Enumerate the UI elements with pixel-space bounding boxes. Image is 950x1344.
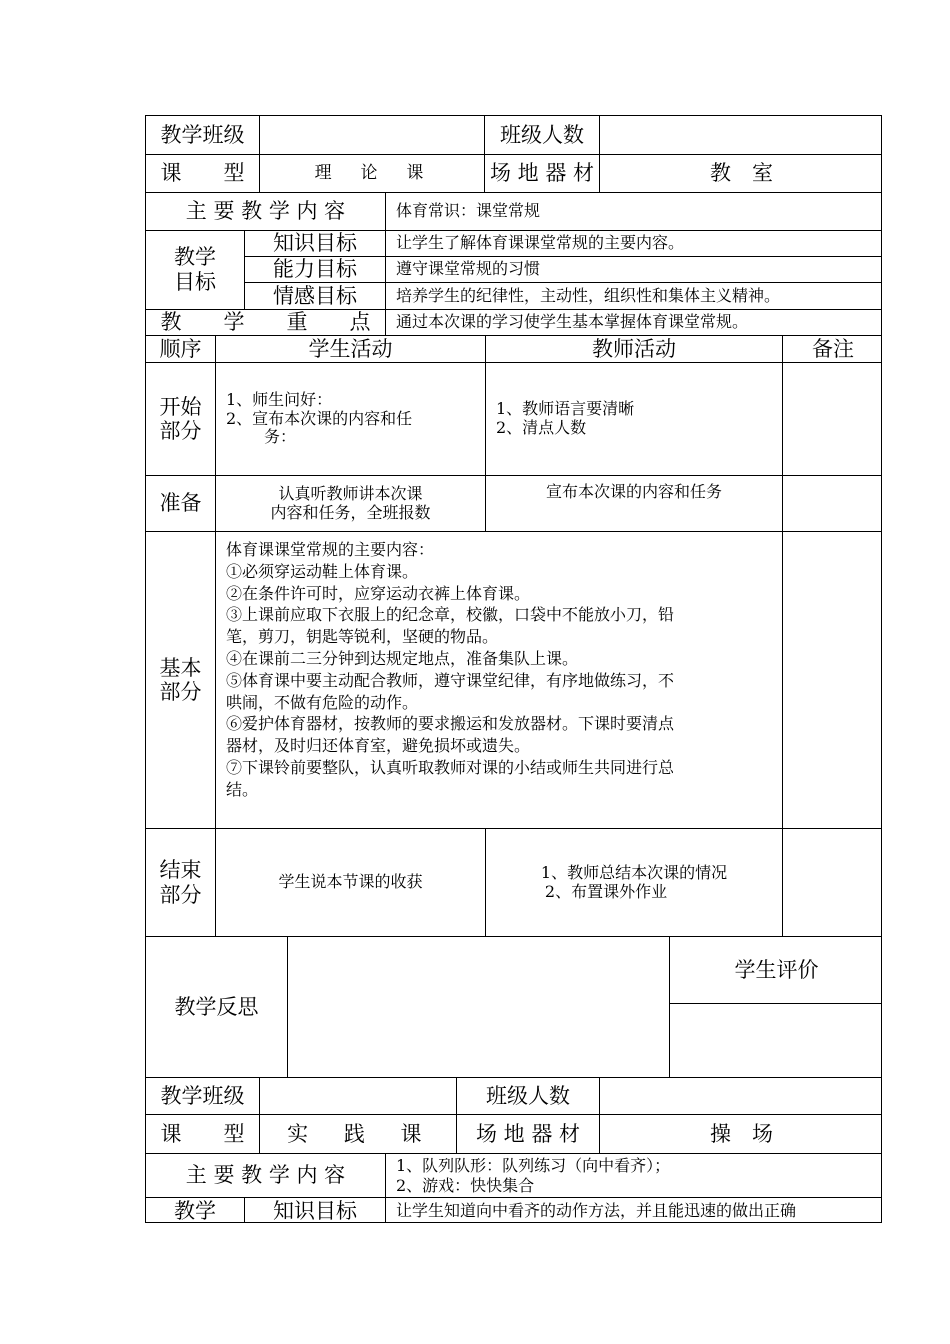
phase-basic-remarks (783, 532, 882, 829)
phase-prep-remarks (783, 476, 882, 532)
basic-line-7: ⑤体育课中要主动配合教师，遵守课堂纪律，有序地做练习，不 (226, 670, 675, 690)
end-teacher-line-1: 1、教师总结本次课的情况 (540, 863, 728, 883)
phase-basic-label-2: 部分 (159, 680, 202, 704)
basic-line-6: ④在课前二三分钟到达规定地点，准备集队上课。 (226, 648, 579, 668)
goals-label-text: 教学目标 (174, 244, 216, 294)
l2-class-value (260, 1078, 457, 1115)
end-teacher-line-2: 2、布置课外作业 (544, 881, 668, 901)
reflection-value (288, 937, 670, 1078)
class-label: 教学班级 (146, 116, 260, 155)
l2-type-value: 实 践 课 (260, 1115, 457, 1154)
phase-start-label-1: 开始 (159, 394, 202, 419)
class-value (260, 116, 485, 155)
start-teacher-line-2: 2、清点人数 (496, 418, 587, 437)
phase-end-label-2: 部分 (159, 882, 202, 907)
phase-basic-label-1: 基本 (159, 655, 202, 680)
l2-goal-knowledge-label: 知识目标 (245, 1198, 386, 1223)
basic-line-11: ⑦下课铃前要整队，认真听取教师对课的小结或师生共同进行总 (226, 757, 675, 777)
focus-label: 教 学 重 点 (146, 310, 386, 336)
phase-prep-label: 准备 (146, 476, 216, 532)
goal-ability-value: 遵守课堂常规的习惯 (386, 257, 882, 283)
start-teacher-line-1: 1、教师语言要清晰 (496, 399, 635, 419)
basic-line-4: ③上课前应取下衣服上的纪念章，校徽，口袋中不能放小刀，铅 (226, 605, 675, 625)
basic-line-10: 器材，及时归还体育室，避免损坏或遗失。 (226, 736, 531, 756)
l2-goal-knowledge-value: 让学生知道向中看齐的动作方法，并且能迅速的做出正确 (396, 1200, 797, 1220)
prep-student-line-2: 内容和任务，全班报数 (270, 502, 431, 522)
l2-content-value (386, 1154, 882, 1198)
basic-line-5: 笔，剪刀，钥匙等锐利，坚硬的物品。 (226, 627, 499, 647)
phase-start-label (146, 363, 216, 476)
l2-venue-label: 场 地 器 材 (457, 1115, 600, 1154)
venue-label: 场 地 器 材 (485, 155, 600, 193)
l2-venue-value: 操 场 (600, 1115, 882, 1154)
l2-class-label: 教学班级 (146, 1078, 260, 1115)
basic-line-12: 结。 (226, 779, 259, 799)
start-student-line-1: 1、师生问好： (226, 389, 333, 409)
basic-line-3: ②在条件许可时，应穿运动衣裤上体育课。 (226, 583, 531, 603)
content-value: 体育常识：课堂常规 (386, 193, 882, 231)
phase-end-label-1: 结束 (159, 858, 202, 883)
header-order: 顺序 (146, 336, 216, 363)
focus-value: 通过本次课的学习使学生基本掌握体育课堂常规。 (386, 310, 882, 336)
type-value: 理 论 课 (260, 155, 485, 193)
phase-prep-student (216, 476, 486, 532)
l2-goals-label: 教学 (146, 1198, 245, 1223)
l2-content-line-1: 1、队列队形：队列练习（向中看齐）； (396, 1156, 671, 1176)
phase-start-teacher (486, 363, 783, 476)
evaluation-value (670, 1004, 882, 1078)
header-remarks: 备注 (783, 336, 882, 363)
phase-end-teacher (486, 829, 783, 937)
goal-knowledge-value: 让学生了解体育课课堂常规的主要内容。 (386, 231, 882, 257)
phase-start-remarks (783, 363, 882, 476)
header-teacher: 教师活动 (486, 336, 783, 363)
count-label: 班级人数 (485, 116, 600, 155)
phase-basic-content (216, 532, 783, 829)
goal-ability-label: 能力目标 (245, 257, 386, 283)
basic-line-8: 哄闹，不做有危险的动作。 (226, 692, 419, 712)
content-label: 主 要 教 学 内 容 (146, 193, 386, 231)
reflection-label: 教学反思 (146, 937, 288, 1078)
goal-knowledge-label: 知识目标 (245, 231, 386, 257)
goal-emotion-label: 情感目标 (245, 283, 386, 310)
basic-line-2: ①必须穿运动鞋上体育课。 (226, 561, 419, 581)
phase-start-student (216, 363, 486, 476)
basic-line-1: 体育课课堂常规的主要内容： (226, 540, 435, 559)
goal-emotion-value: 培养学生的纪律性，主动性，组织性和集体主义精神。 (386, 283, 882, 310)
l2-content-label: 主 要 教 学 内 容 (146, 1154, 386, 1198)
l2-count-label: 班级人数 (457, 1078, 600, 1115)
l2-count-value (600, 1078, 882, 1115)
basic-line-9: ⑥爱护体育器材，按教师的要求搬运和发放器材。下课时要清点 (226, 714, 675, 734)
type-label: 课 型 (146, 155, 260, 193)
phase-end-remarks (783, 829, 882, 937)
goals-label (146, 231, 245, 310)
phase-start-label-2: 部分 (159, 419, 202, 443)
header-student: 学生活动 (216, 336, 486, 363)
start-student-line-2: 2、宣布本次课的内容和任 (226, 408, 413, 428)
venue-value: 教 室 (600, 155, 882, 193)
l2-type-label: 课 型 (146, 1115, 260, 1154)
lesson-plan-table (145, 115, 882, 1223)
phase-end-label (146, 829, 216, 937)
count-value (600, 116, 882, 155)
start-student-line-3: 务： (264, 427, 297, 447)
prep-student-line-1: 认真听教师讲本次课 (278, 484, 423, 504)
evaluation-label: 学生评价 (670, 937, 882, 1004)
phase-basic-label (146, 532, 216, 829)
phase-prep-teacher: 宣布本次课的内容和任务 (486, 476, 783, 532)
phase-end-student: 学生说本节课的收获 (216, 829, 486, 937)
l2-content-line-2: 2、游戏：快快集合 (396, 1175, 535, 1195)
